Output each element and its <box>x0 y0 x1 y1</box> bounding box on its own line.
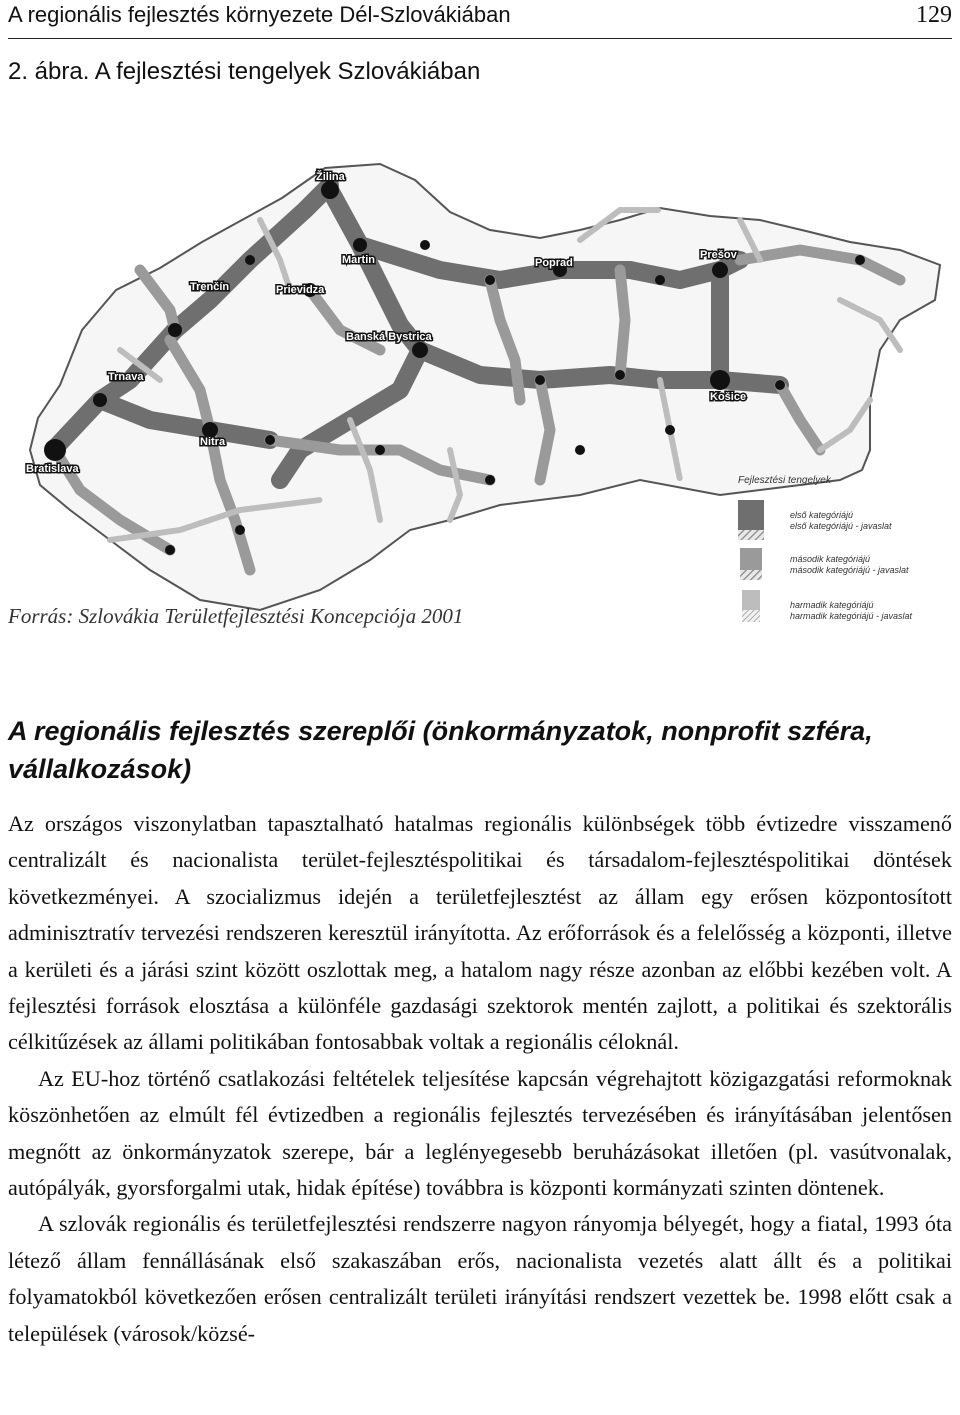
city-label-zilina: Žilina <box>316 171 345 183</box>
legend-item-4: második kategóriájú - javaslat <box>790 565 909 575</box>
legend-swatch-second-proposal <box>740 570 762 580</box>
city-label-prievidza: Prievidza <box>276 284 325 296</box>
city-label-kosice: Košice <box>710 391 747 403</box>
city-label-banska-bystrica: Banská Bystrica <box>346 331 432 343</box>
running-title: A regionális fejlesztés környezete Dél-Szlovákiában <box>8 2 511 27</box>
paragraph-2: Az EU-hoz történő csatlakozási feltételek teljesítése kapcsán végrehajtott közigazgatási reformoknak köszönhetően az elmúlt fél évtizedben a regionális fejlesztés tervezésében és irányításában jelentősen megnőtt az önkormányzatok szerepe, bár a leglényegesebb beruházásokat illetően (pl. vasútvonalak, autópályák, gyorsforgalmi utak, hidak építése) továbbra is központi kormányzati szinten döntenek. <box>8 1065 952 1201</box>
legend-item-2: első kategóriájú - javaslat <box>790 521 892 531</box>
legend-item-1: első kategóriájú <box>790 510 854 520</box>
page-number: 129 <box>916 2 952 28</box>
paragraph-1: Az országos viszonylatban tapasztalható hatalmas regionális különbségek több évtizedre visszamenő centralizált és nacionalista terület-fejlesztéspolitikai és társadalom-fejlesztéspolitikai döntések következményei. A szocializmus idején a területfejlesztést az állam egy erősen központosított adminisztratív tervezési rendszeren keresztül irányította. Az erőforrások és a felelősség a központi, illetve a kerületi és a járási szint között oszlottak meg, a hatalom nagy része azonban az előbbi kezében volt. A fejlesztési források elosztása a különféle gazdasági szektorok mentén zajlott, a politikai és szektorális célkitűzések az állami politikában fontosabbak voltak a regionális céloknál. <box>8 811 952 1055</box>
legend-swatch-second <box>740 548 762 570</box>
paragraph-3: A szlovák regionális és területfejlesztési rendszerre nagyon rányomja bélyegét, hogy a fiatal, 1993 óta létező állam fennállásának első szakaszában erős, nacionalista vezetés alatt állt és a politikai folyamatokból következően erősen centralizált területi irányítási rendszert vezettek be. 1998 előtt csak a települések (városok/közsé- <box>8 1211 952 1346</box>
legend-item-5: harmadik kategóriájú <box>790 600 874 610</box>
city-label-trnava: Trnava <box>108 371 144 383</box>
body-text <box>8 806 952 1352</box>
running-header <box>8 0 952 39</box>
map-legend <box>738 475 913 622</box>
city-label-bratislava: Bratislava <box>26 463 79 475</box>
city-label-poprad: Poprad <box>535 257 573 269</box>
legend-swatch-third-proposal <box>742 610 760 622</box>
legend-swatch-first-proposal <box>738 530 764 540</box>
legend-item-6: harmadik kategóriájú - javaslat <box>790 611 913 621</box>
legend-swatch-first <box>738 500 764 530</box>
figure-caption: 2. ábra. A fejlesztési tengelyek Szlovákiában <box>8 58 481 85</box>
city-label-nitra: Nitra <box>200 436 226 448</box>
legend-swatch-third <box>742 590 760 610</box>
city-label-martin: Martin <box>342 254 375 266</box>
city-label-trencin: Trenčín <box>190 281 230 293</box>
legend-item-3: második kategóriájú <box>790 554 871 564</box>
legend-title: Fejlesztési tengelyek <box>738 475 831 486</box>
section-heading: A regionális fejlesztés szereplői (önkormányzatok, nonprofit szféra, vállalkozások) <box>8 716 873 784</box>
development-axes-map <box>20 150 960 640</box>
figure-source: Forrás: Szlovákia Területfejlesztési Koncepciója 2001 <box>8 604 464 628</box>
city-label-presov: Prešov <box>700 249 737 261</box>
